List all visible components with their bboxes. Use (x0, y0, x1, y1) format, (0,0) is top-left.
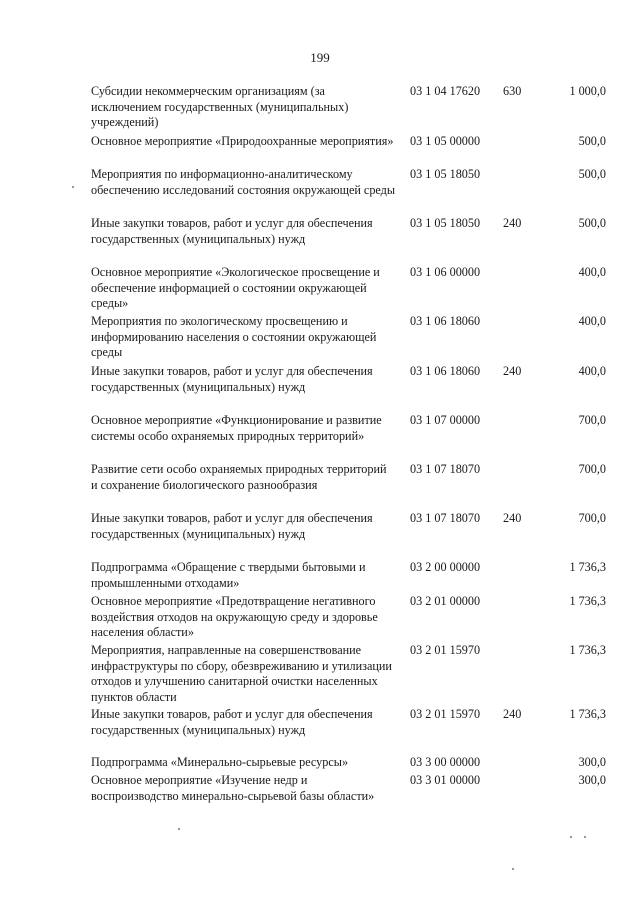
row-expense-type: 240 (503, 364, 522, 378)
row-name: Иные закупки товаров, работ и услуг для обеспечения государственных (муниципальных) нужд (91, 511, 373, 541)
table-row (0, 560, 640, 594)
scan-speck (178, 828, 180, 830)
row-code: 03 2 01 15970 (410, 643, 481, 657)
row-code: 03 1 05 18050 (410, 167, 481, 181)
table-row (0, 755, 640, 773)
row-name: Развитие сети особо охраняемых природных территорий и сохранение биологического разнообразия (91, 462, 387, 492)
row-amount: 1 736,3 (569, 707, 606, 721)
row-name: Мероприятия по экологическому просвещению и информированию населения о состоянии окружающей среды (91, 314, 377, 360)
row-amount: 700,0 (578, 511, 606, 525)
row-code: 03 3 00 00000 (410, 755, 481, 769)
row-code: 03 1 05 00000 (410, 134, 481, 148)
page-number: 199 (310, 50, 330, 65)
table-row (0, 594, 640, 643)
row-code: 03 2 01 15970 (410, 707, 481, 721)
row-code: 03 1 04 17620 (410, 84, 481, 98)
row-name: Иные закупки товаров, работ и услуг для обеспечения государственных (муниципальных) нужд (91, 364, 373, 394)
row-name: Основное мероприятие «Экологическое просвещение и обеспечение информацией о состоянии окружающей среды» (91, 265, 380, 311)
table-row (0, 265, 640, 314)
table-row (0, 462, 640, 511)
row-amount: 700,0 (578, 462, 606, 476)
table-row (0, 773, 640, 823)
row-code: 03 2 01 00000 (410, 594, 481, 608)
row-name: Иные закупки товаров, работ и услуг для обеспечения государственных (муниципальных) нужд (91, 707, 373, 737)
row-name: Основное мероприятие «Функционирование и развитие системы особо охраняемых природных территорий» (91, 413, 382, 443)
row-name: Мероприятия, направленные на совершенствование инфраструктуры по сбору, обезвреживанию и утилизации отходов и улучшению санитарной очистки населенных пунктов области (91, 643, 392, 704)
table-row (0, 364, 640, 413)
table-row (0, 167, 640, 216)
row-name: Иные закупки товаров, работ и услуг для обеспечения государственных (муниципальных) нужд (91, 216, 373, 246)
row-amount: 300,0 (578, 773, 606, 787)
row-expense-type: 240 (503, 707, 522, 721)
table-row (0, 511, 640, 560)
row-name: Мероприятия по информационно-аналитическому обеспечению исследований состояния окружающей среды (91, 167, 396, 197)
scan-speck (512, 868, 514, 870)
row-amount: 1 736,3 (569, 594, 606, 608)
table-row (0, 643, 640, 707)
table-row (0, 314, 640, 364)
row-name: Подпрограмма «Минерально-сырьевые ресурсы» (91, 755, 349, 769)
table-row (0, 216, 640, 265)
row-code: 03 1 06 18060 (410, 364, 481, 378)
row-code: 03 3 01 00000 (410, 773, 481, 787)
row-code: 03 1 05 18050 (410, 216, 481, 230)
table-row (0, 134, 640, 167)
row-amount: 1 736,3 (569, 643, 606, 657)
row-amount: 400,0 (578, 314, 606, 328)
row-code: 03 1 06 18060 (410, 314, 481, 328)
scan-speck (570, 836, 572, 838)
row-name: Субсидии некоммерческим организациям (за исключением государственных (муниципальных) учреждений) (91, 84, 349, 130)
row-expense-type: 630 (503, 84, 522, 98)
row-amount: 700,0 (578, 413, 606, 427)
row-amount: 1 000,0 (569, 84, 606, 98)
row-name: Основное мероприятие «Природоохранные мероприятия» (91, 134, 394, 148)
table-row (0, 413, 640, 462)
row-code: 03 1 07 00000 (410, 413, 481, 427)
row-amount: 500,0 (578, 167, 606, 181)
row-expense-type: 240 (503, 511, 522, 525)
scan-speck (72, 186, 74, 188)
row-code: 03 1 06 00000 (410, 265, 481, 279)
row-amount: 400,0 (578, 265, 606, 279)
table-row (0, 84, 640, 134)
row-amount: 1 736,3 (569, 560, 606, 574)
scan-speck (584, 836, 586, 838)
table-row (0, 707, 640, 755)
row-amount: 500,0 (578, 216, 606, 230)
row-amount: 400,0 (578, 364, 606, 378)
row-code: 03 2 00 00000 (410, 560, 481, 574)
row-code: 03 1 07 18070 (410, 511, 481, 525)
row-name: Основное мероприятие «Предотвращение негативного воздействия отходов на окружающую среду и здоровье населения области» (91, 594, 378, 640)
row-amount: 300,0 (578, 755, 606, 769)
row-code: 03 1 07 18070 (410, 462, 481, 476)
row-expense-type: 240 (503, 216, 522, 230)
row-amount: 500,0 (578, 134, 606, 148)
row-name: Подпрограмма «Обращение с твердыми бытовыми и промышленными отходами» (91, 560, 366, 590)
row-name: Основное мероприятие «Изучение недр и воспроизводство минерально-сырьевой базы области» (91, 773, 375, 803)
